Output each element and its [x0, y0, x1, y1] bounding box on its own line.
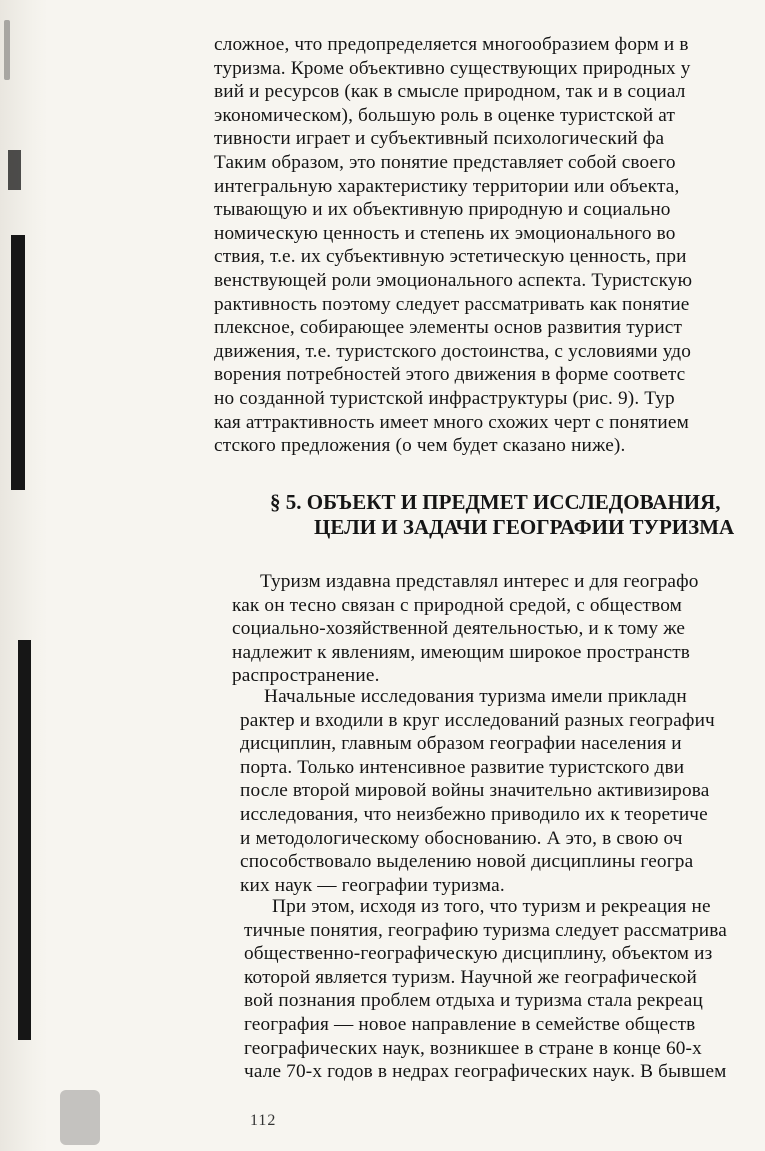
scan-noise — [60, 1090, 100, 1145]
text-line: и методологическому обоснованию. А это, в свою оч — [240, 827, 683, 849]
text-line: движения, т.е. туристского достоинства, с условиями удо — [214, 340, 692, 362]
text-line: исследования, что неизбежно приводило их к теоретиче — [240, 803, 708, 825]
text-line: При этом, исходя из того, что туризм и рекреация не — [272, 896, 711, 917]
text-line: социально-хозяйственной деятельностью, и к тому же — [232, 618, 686, 640]
text-line: общественно-географическую дисциплину, объектом из — [244, 943, 713, 965]
text-line: вой познания проблем отдыха и туризма стала рекреац — [244, 990, 703, 1012]
text-line: тивности играет и субъективный психологический фа — [214, 128, 665, 150]
text-line: тичные понятия, географию туризма следует рассматрива — [244, 919, 727, 941]
text-line: которой является туризм. Научной же географической — [244, 966, 697, 988]
text-line: интегральную характеристику территории или объекта, — [214, 175, 680, 197]
text-line: способствовало выделению новой дисциплины геогра — [240, 851, 694, 873]
text-line: рактивность поэтому следует рассматривать как понятие — [214, 293, 690, 315]
paragraph-2 — [240, 685, 765, 897]
text-line: порта. Только интенсивное развитие туристского дви — [240, 756, 685, 778]
text-line: географических наук, возникшее в стране в конце 60-х — [244, 1037, 702, 1059]
text-line: туризма. Кроме объективно существующих природных у — [214, 57, 691, 79]
text-line: плексное, собирающее элементы основ развития турист — [214, 317, 683, 339]
text-line: после второй мировой войны значительно активизирова — [240, 780, 710, 802]
text-line: номическую ценность и степень их эмоционального во — [214, 222, 676, 244]
scan-noise — [4, 20, 10, 80]
text-line: география — новое направление в семействе обществ — [244, 1013, 696, 1035]
text-line: Туризм издавна представлял интерес и для географо — [260, 571, 699, 592]
binding-shadow-main — [11, 235, 25, 490]
text-line: экономическом), большую роль в оценке туристской ат — [214, 104, 676, 126]
section-heading — [270, 490, 765, 540]
paragraph-3 — [244, 895, 765, 1084]
binding-shadow-upper — [8, 150, 21, 190]
text-line: ворения потребностей этого движения в форме соответс — [214, 364, 686, 386]
text-line: тывающую и их объективную природную и социально — [214, 199, 671, 221]
text-line: чале 70-х годов в недрах географических наук. В бывшем — [244, 1061, 727, 1083]
text-line: Таким образом, это понятие представляет собой своего — [214, 151, 676, 173]
section-heading-line-2: ЦЕЛИ И ЗАДАЧИ ГЕОГРАФИИ ТУРИЗМА — [314, 515, 735, 539]
section-heading-line-1: § 5. ОБЪЕКТ И ПРЕДМЕТ ИССЛЕДОВАНИЯ, — [270, 490, 721, 514]
binding-shadow-lower — [18, 640, 31, 1040]
text-line: стского предложения (о чем будет сказано ниже). — [214, 435, 626, 457]
text-line: но созданной туристской инфраструктуры (рис. 9). Тур — [214, 387, 675, 409]
text-line: кая аттрактивность имеет много схожих черт с понятием — [214, 411, 689, 433]
paragraph-1 — [232, 570, 765, 688]
text-line: ствия, т.е. их субъективную эстетическую ценность, при — [214, 246, 687, 268]
text-line: сложное, что предопределяется многообразием форм и в — [214, 34, 689, 55]
text-line: дисциплин, главным образом географии населения и — [240, 733, 682, 755]
text-line: Начальные исследования туризма имели прикладн — [264, 686, 687, 707]
page-number: 112 — [250, 1112, 277, 1129]
text-line: рактер и входили в круг исследований разных географич — [240, 709, 715, 731]
text-line: распространение. — [232, 665, 380, 687]
text-line: венствующей роли эмоционального аспекта. Туристскую — [214, 269, 693, 291]
top-paragraph — [214, 33, 765, 458]
text-line: надлежит к явлениям, имеющим широкое пространств — [232, 641, 691, 663]
text-line: ких наук — географии туризма. — [240, 874, 505, 896]
text-line: вий и ресурсов (как в смысле природном, так и в социал — [214, 81, 686, 103]
text-line: как он тесно связан с природной средой, с обществом — [232, 594, 682, 616]
